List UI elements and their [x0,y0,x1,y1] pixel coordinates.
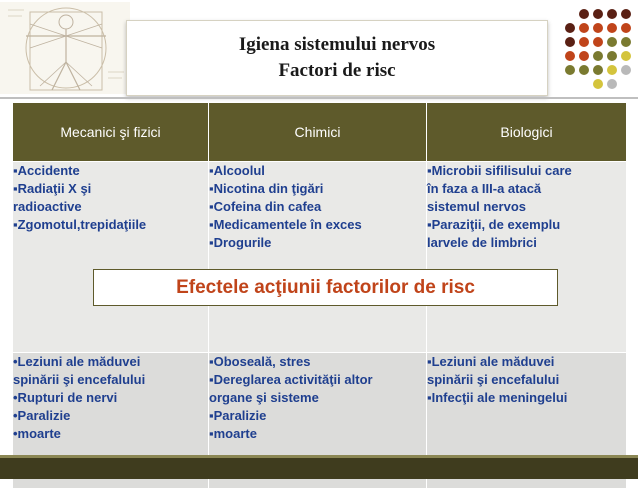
decorative-dot [593,51,603,61]
separator-line [0,97,638,99]
factor-line: ▪Medicamentele în exces [209,217,362,232]
decorative-dot [621,51,631,61]
title-line-2: Factori de risc [278,60,396,81]
vitruvian-man-image [0,2,130,94]
decorative-dot [579,37,589,47]
decorative-dot [607,23,617,33]
decorative-dot [621,37,631,47]
effect-line: spinării şi encefalului [427,372,560,387]
effect-line: ▪Leziuni ale măduvei [427,354,555,369]
decorative-dot [565,37,575,47]
factors-row [13,162,627,353]
effect-line: ▪moarte [209,426,257,441]
decorative-dot [607,37,617,47]
factor-line: ▪Nicotina din ţigări [209,181,324,196]
effect-line: ▪Oboseală, stres [209,354,311,369]
factors-cell-mecanici [13,162,209,353]
header-mecanici: Mecanici şi fizici [13,103,209,162]
decorative-dot [565,65,575,75]
decorative-dot [593,9,603,19]
decorative-dots [559,3,638,98]
title-line-1: Igiena sistemului nervos [238,34,436,55]
decorative-dot [579,65,589,75]
decorative-dot [593,79,603,89]
factor-line: ▪Accidente [13,163,80,178]
factor-line: ▪Zgomotul,trepidaţiile [13,217,147,232]
bottom-bar [0,458,638,479]
decorative-dot [621,9,631,19]
effect-line: spinării şi encefalului [13,372,146,387]
factor-line: ▪Alcoolul [209,163,265,178]
factor-line: în faza a III-a atacă [427,181,542,196]
decorative-dot [565,51,575,61]
factor-line: ▪Microbii sifilisului care [427,163,572,178]
factor-line: ▪Drogurile [209,235,272,250]
effect-line: ▪Dereglarea activităţii altor [209,372,373,387]
decorative-dot [579,51,589,61]
decorative-dot [579,9,589,19]
decorative-dot [607,65,617,75]
decorative-dot [579,23,589,33]
effects-banner-label: Efectele acţiunii factorilor de risc [176,276,475,298]
decorative-dot [593,37,603,47]
effects-banner [93,269,558,306]
effect-line: organe şi sisteme [209,390,319,405]
table-header-row [13,103,627,162]
factor-line: ▪Paraziţii, de exemplu [427,217,561,232]
factor-line: ▪Radiaţii X şi [13,181,92,196]
factors-cell-biologici [427,162,627,353]
header-chimici: Chimici [209,103,427,162]
effect-line: •Paralizie [13,408,71,423]
decorative-dot [565,23,575,33]
factors-cell-chimici [209,162,427,353]
factor-line: larvele de limbrici [427,235,537,250]
factor-line: radioactive [13,199,82,214]
decorative-dot [593,65,603,75]
effect-line: ▪Infecţii ale meningelui [427,390,568,405]
decorative-dot [607,9,617,19]
decorative-dot [593,23,603,33]
effect-line: •moarte [13,426,61,441]
effect-line: •Leziuni ale măduvei [13,354,141,369]
decorative-dot [621,65,631,75]
effect-line: ▪Paralizie [209,408,267,423]
title-box [126,20,548,96]
decorative-dot [621,23,631,33]
decorative-dot [607,79,617,89]
factor-line: sistemul nervos [427,199,526,214]
factor-line: ▪Cofeina din cafea [209,199,322,214]
header-biologici: Biologici [427,103,627,162]
decorative-dot [607,51,617,61]
effect-line: •Rupturi de nervi [13,390,118,405]
